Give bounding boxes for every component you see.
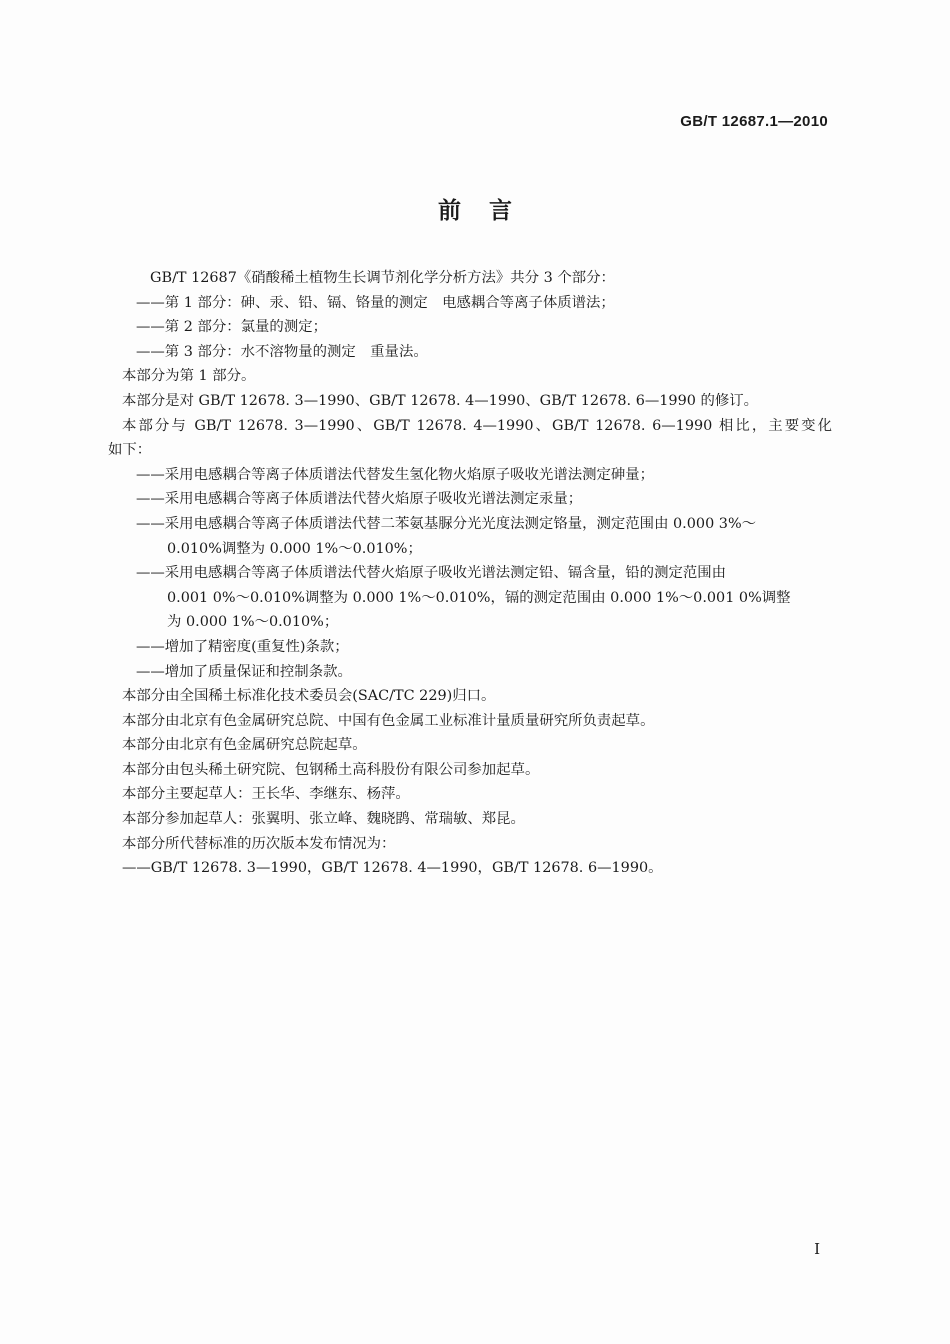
paragraph: 本部分主要起草人：王长华、李继东、杨萍。 <box>122 786 410 803</box>
paragraph-continuation: 如下： <box>108 442 152 459</box>
paragraph: 本部分由北京有色金属研究总院、中国有色金属工业标准计量质量研究所负责起草。 <box>122 712 655 729</box>
list-item: ——增加了质量保证和控制条款。 <box>136 663 352 680</box>
paragraph: 本部分所代替标准的历次版本发布情况为： <box>122 835 396 852</box>
list-item: ——采用电感耦合等离子体质谱法代替火焰原子吸收光谱法测定铅、镉含量，铅的测定范围由 <box>136 565 727 582</box>
list-item-continuation: 0.001 0%～0.010%调整为 0.000 1%～0.010%，镉的测定范围由 0.000 1%～0.001 0%调整 <box>167 589 791 606</box>
standard-code: GB/T 12687.1—2010 <box>680 113 828 130</box>
paragraph: GB/T 12687《硝酸稀土植物生长调节剂化学分析方法》共分 3 个部分： <box>150 270 615 286</box>
foreword-body <box>108 266 832 881</box>
paragraph: 本部分为第 1 部分。 <box>122 368 256 385</box>
list-item-continuation: 0.010%调整为 0.000 1%～0.010%； <box>167 540 422 557</box>
list-item: ——第 2 部分：氯量的测定； <box>136 319 327 336</box>
list-item: ——增加了精密度(重复性)条款； <box>136 638 349 655</box>
paragraph: 本部分是对 GB/T 12678. 3—1990、GB/T 12678. 4—1990、GB/T 12678. 6—1990 的修订。 <box>122 392 759 409</box>
paragraph: 本部分由北京有色金属研究总院起草。 <box>122 737 367 754</box>
paragraph: 本部分由包头稀土研究院、包钢稀土高科股份有限公司参加起草。 <box>122 761 540 778</box>
paragraph: 本部分与 GB/T 12678. 3—1990、GB/T 12678. 4—1990、GB/T 12678. 6—1990 相比，主要变化 <box>122 417 832 434</box>
page-title: 前言 <box>438 198 540 224</box>
paragraph: 本部分参加起草人：张翼明、张立峰、魏晓鹍、常瑞敏、郑昆。 <box>122 811 525 828</box>
list-item: ——GB/T 12678. 3—1990，GB/T 12678. 4—1990，GB/T 12678. 6—1990。 <box>122 860 663 877</box>
page-number: I <box>814 1240 820 1258</box>
list-item: ——采用电感耦合等离子体质谱法代替二苯氨基脲分光光度法测定铬量，测定范围由 0.000 3%～ <box>136 515 757 532</box>
list-item-continuation: 为 0.000 1%～0.010%； <box>167 614 339 631</box>
list-item: ——采用电感耦合等离子体质谱法代替发生氢化物火焰原子吸收光谱法测定砷量； <box>136 466 655 483</box>
list-item: ——第 3 部分：水不溶物量的测定 重量法。 <box>136 343 428 360</box>
paragraph: 本部分由全国稀土标准化技术委员会(SAC/TC 229)归口。 <box>122 688 496 705</box>
list-item: ——第 1 部分：砷、汞、铅、镉、铬量的测定 电感耦合等离子体质谱法； <box>136 294 615 311</box>
list-item: ——采用电感耦合等离子体质谱法代替火焰原子吸收光谱法测定汞量； <box>136 491 583 508</box>
